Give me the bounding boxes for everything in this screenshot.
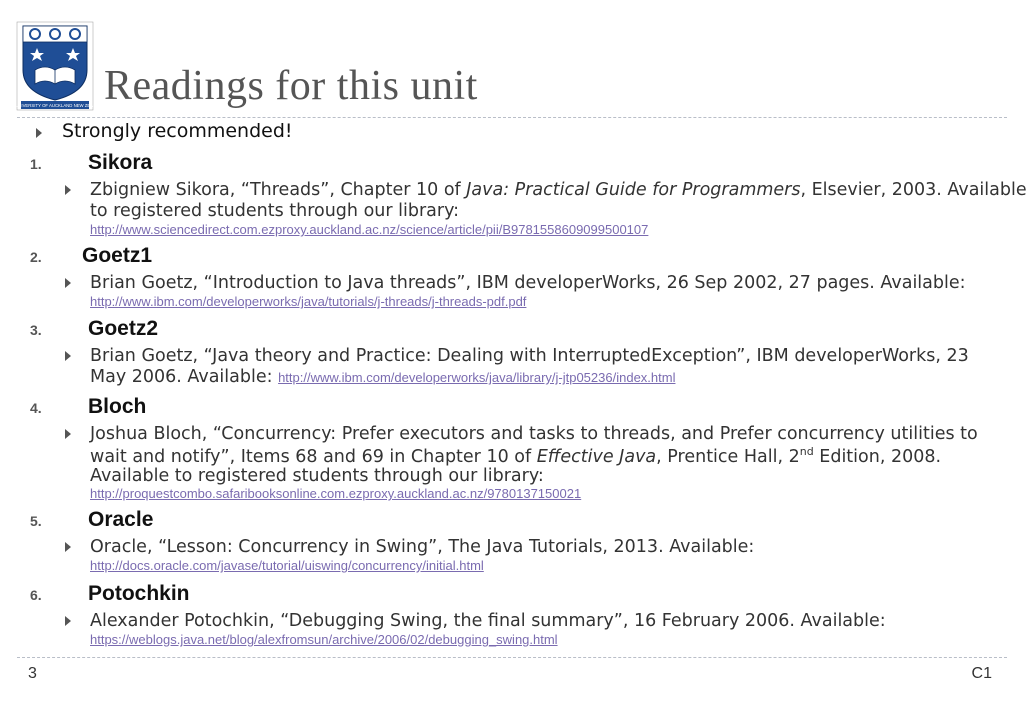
reading-citation: Joshua Bloch, “Concurrency: Prefer executors and tasks to threads, and Prefer concurrency utilities to bbox=[90, 424, 978, 444]
reading-citation: Brian Goetz, “Introduction to Java threads”, IBM developerWorks, 26 Sep 2002, 27 pages. Available: bbox=[90, 273, 966, 293]
reading-citation-line: May 2006. Available: http://www.ibm.com/developerworks/java/library/j-jtp05236/index.html bbox=[90, 367, 676, 387]
bullet-arrow-icon bbox=[65, 429, 71, 439]
reading-heading: Sikora bbox=[88, 151, 153, 174]
reading-link[interactable]: http://www.ibm.com/developerworks/java/tutorials/j-threads/j-threads-pdf.pdf bbox=[90, 294, 527, 309]
reading-heading: Bloch bbox=[88, 395, 147, 418]
top-divider bbox=[17, 117, 1007, 118]
bullet-arrow-icon bbox=[65, 351, 71, 361]
bottom-divider bbox=[17, 657, 1007, 658]
reading-citation: Oracle, “Lesson: Concurrency in Swing”, The Java Tutorials, 2013. Available: bbox=[90, 537, 755, 557]
reading-link[interactable]: http://proquestcombo.safaribooksonline.com.ezproxy.auckland.ac.nz/9780137150021 bbox=[90, 486, 582, 501]
reading-citation-line: to registered students through our library: bbox=[90, 201, 460, 221]
reading-citation: Alexander Potochkin, “Debugging Swing, the final summary”, 16 February 2006. Available: bbox=[90, 611, 886, 631]
reading-heading: Goetz2 bbox=[88, 317, 159, 340]
page-title: Readings for this unit bbox=[104, 63, 478, 109]
reading-citation-line: wait and notify”, Items 68 and 69 in Chapter 10 of Effective Java, Prentice Hall, 2nd Edition, 2008. bbox=[90, 445, 942, 467]
reading-number: 6. bbox=[30, 587, 42, 603]
reading-link[interactable]: https://weblogs.java.net/blog/alexfromsun/archive/2006/02/debugging_swing.html bbox=[90, 632, 558, 647]
university-crest-logo bbox=[5, 22, 105, 110]
reading-citation: Brian Goetz, “Java theory and Practice: Dealing with InterruptedException”, IBM developerWorks, 23 bbox=[90, 346, 969, 366]
reading-number: 4. bbox=[30, 400, 42, 416]
reading-citation: Zbigniew Sikora, “Threads”, Chapter 10 of Java: Practical Guide for Programmers, Elsevier, 2003. Available bbox=[90, 180, 1027, 200]
reading-number: 2. bbox=[30, 249, 42, 265]
page-number: 3 bbox=[28, 665, 37, 682]
reading-heading: Potochkin bbox=[88, 582, 190, 605]
bullet-arrow-icon bbox=[65, 278, 71, 288]
reading-heading: Oracle bbox=[88, 508, 154, 531]
reading-link[interactable]: http://docs.oracle.com/javase/tutorial/uiswing/concurrency/initial.html bbox=[90, 558, 484, 573]
reading-number: 5. bbox=[30, 513, 42, 529]
intro-text: Strongly recommended! bbox=[62, 120, 293, 142]
svg-text:THE UNIVERSITY OF AUCKLAND NEW: THE UNIVERSITY OF AUCKLAND NEW ZEALAND bbox=[5, 103, 105, 108]
reading-heading: Goetz1 bbox=[82, 244, 153, 267]
bullet-arrow-icon bbox=[65, 542, 71, 552]
bullet-arrow-icon bbox=[65, 616, 71, 626]
reading-citation-line: Available to registered students through our library: bbox=[90, 466, 544, 486]
reading-link[interactable]: http://www.sciencedirect.com.ezproxy.auckland.ac.nz/science/article/pii/B9781558609099500107 bbox=[90, 222, 649, 237]
slide-code: C1 bbox=[971, 665, 992, 682]
reading-link[interactable]: http://www.ibm.com/developerworks/java/library/j-jtp05236/index.html bbox=[278, 370, 676, 385]
reading-number: 3. bbox=[30, 322, 42, 338]
reading-number: 1. bbox=[30, 156, 42, 172]
bullet-arrow-icon bbox=[65, 185, 71, 195]
bullet-arrow-icon bbox=[36, 128, 42, 138]
